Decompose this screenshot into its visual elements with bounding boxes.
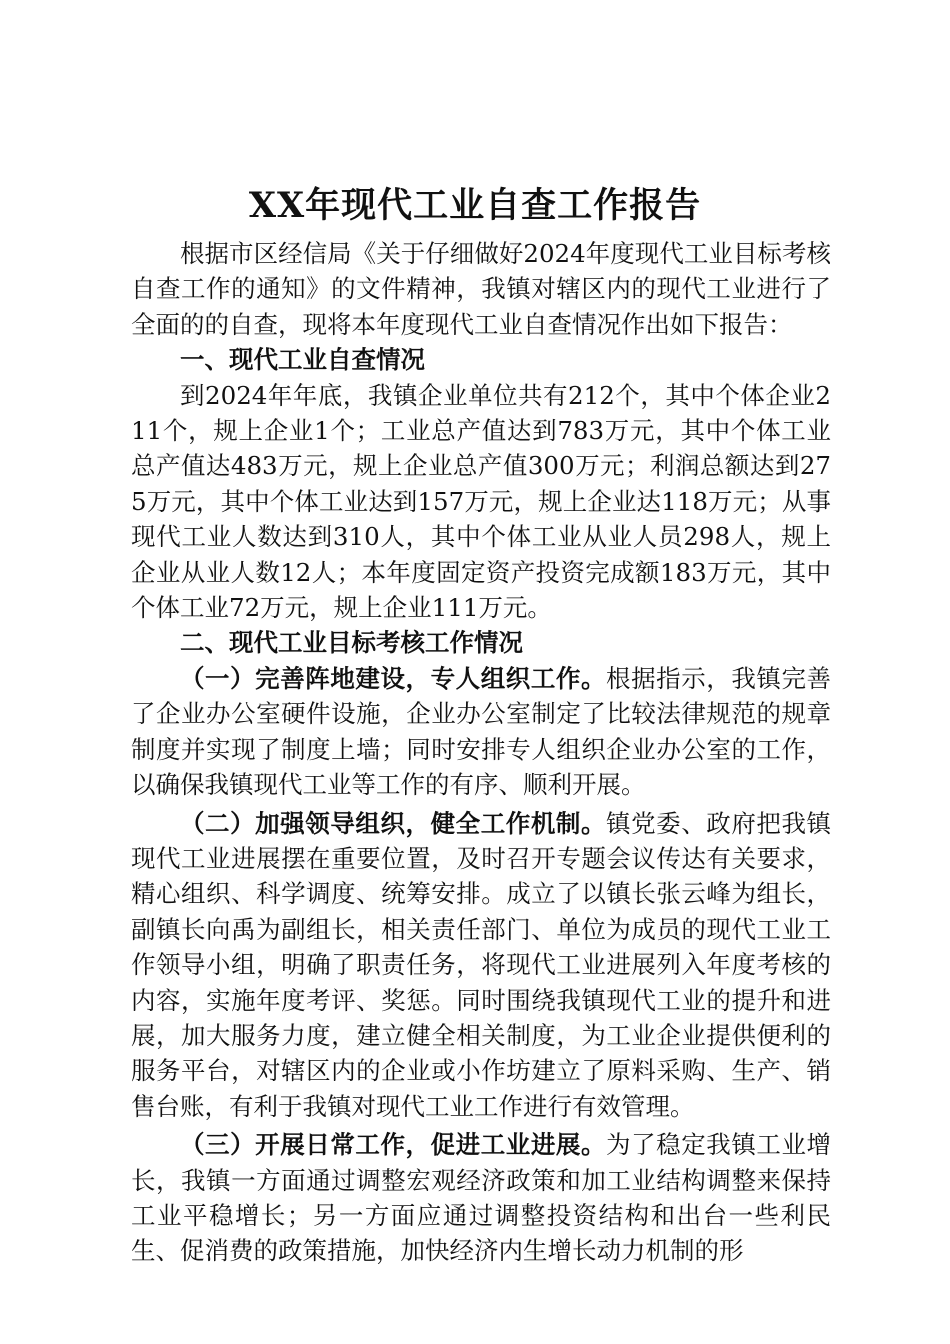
section2-item-1	[131, 661, 831, 803]
section1-paragraph: 到2024年年底，我镇企业单位共有212个，其中个体企业211个，规上企业1个；工业总产值达到783万元，其中个体工业总产值达483万元，规上企业总产值300万元；利润总额达到275万元，其中个体工业达到157万元，规上企业达118万元；从事现代工业人数达到310人，其中个体工业从业人员298人，规上企业从业人数12人；本年度固定资产投资完成额183万元，其中个体工业72万元，规上企业111万元。	[131, 380, 831, 623]
section2-item-1-text: 根据指示，我镇完善了企业办公室硬件设施，企业办公室制定了比较法律规范的规章制度并实现了制度上墙；同时安排专人组织企业办公室的工作，以确保我镇现代工业等工作的有序、顺利开展。	[131, 663, 832, 800]
section2-item-2-text: 镇党委、政府把我镇现代工业进展摆在重要位置，及时召开专题会议传达有关要求，精心组织、科学调度、统筹安排。成立了以镇长张云峰为组长，副镇长向禹为副组长，相关责任部门、单位为成员的现代工业工作领导小组，明确了职责任务，将现代工业进展列入年度考核的内容，实施年度考评、奖惩。同时围绕我镇现代工业的提升和进展，加大服务力度，建立健全相关制度，为工业企业提供便利的服务平台，对辖区内的企业或小作坊建立了原料采购、生产、销售台账，有利于我镇对现代工业工作进行有效管理。	[131, 808, 832, 1121]
intro-paragraph: 根据市区经信局《关于仔细做好2024年度现代工业目标考核自查工作的通知》的文件精神，我镇对辖区内的现代工业进行了全面的的自查，现将本年度现代工业自查情况作出如下报告：	[131, 239, 831, 339]
section2-item-2	[131, 806, 831, 1125]
section2-item-3-text: 为了稳定我镇工业增长，我镇一方面通过调整宏观经济政策和加工业结构调整来保持工业平稳增长；另一方面应通过调整投资结构和出台一些利民生、促消费的政策措施，加快经济内生增长动力机制的形	[131, 1130, 832, 1266]
document-title: XX年现代工业自查工作报告	[248, 185, 702, 226]
section2-item-2-lead: （二）加强领导组织，健全工作机制。	[180, 808, 607, 838]
document-body	[131, 236, 831, 1269]
section2-item-3-lead: （三）开展日常工作，促进工业进展。	[180, 1130, 607, 1160]
section2-item-1-lead: （一）完善阵地建设，专人组织工作。	[180, 663, 607, 693]
section2-heading: 二、现代工业目标考核工作情况	[180, 628, 523, 658]
section2-item-3	[131, 1127, 831, 1269]
section1-heading: 一、现代工业自查情况	[180, 345, 425, 375]
